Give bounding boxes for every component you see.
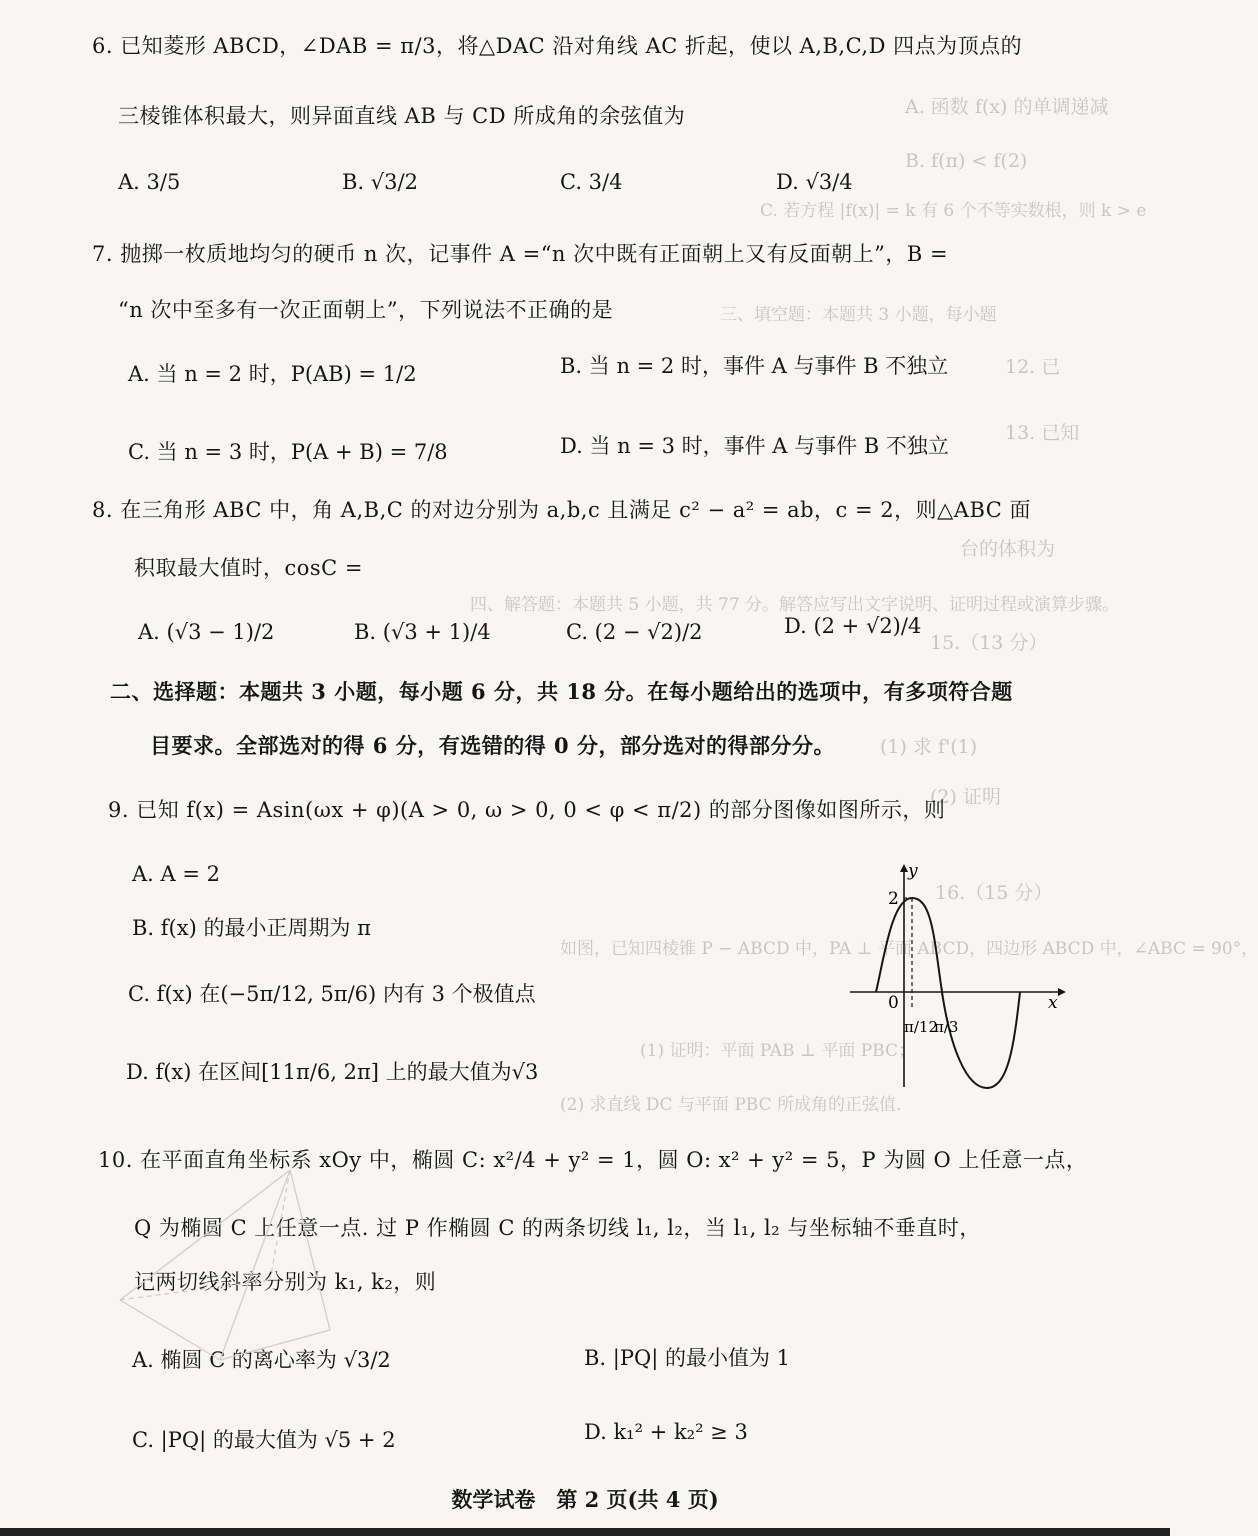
q7-option-b: B. 当 n = 2 时，事件 A 与事件 B 不独立 [560,354,949,378]
bleed-text: 13. 已知 [1005,422,1080,444]
bleed-text: A. 函数 f(x) 的单调递减 [905,96,1109,118]
origin-label: 0 [888,993,899,1013]
q9-option-c: C. f(x) 在(−5π/12, 5π/6) 内有 3 个极值点 [128,982,536,1006]
x-axis-label: x [1048,993,1058,1013]
bleed-text: C. 若方程 |f(x)| = k 有 6 个不等实数根，则 k > e [760,201,1147,221]
q6-stem-line1: 6. 已知菱形 ABCD，∠DAB = π/3，将△DAC 沿对角线 AC 折起，使以 A,B,C,D 四点为顶点的 [92,34,1023,58]
q8-option-a: A. (√3 − 1)/2 [138,620,275,644]
q10-option-a: A. 椭圆 C 的离心率为 √3/2 [132,1348,391,1372]
y-axis-label: y [908,861,918,881]
bleed-text: 三、填空题：本题共 3 小题，每小题 [720,305,997,325]
bleed-text: 15.（13 分） [930,632,1048,654]
q6-stem-line2: 三棱锥体积最大，则异面直线 AB 与 CD 所成角的余弦值为 [118,104,686,128]
q9-option-b: B. f(x) 的最小正周期为 π [132,916,371,940]
q7-option-d: D. 当 n = 3 时，事件 A 与事件 B 不独立 [560,434,949,458]
q10-stem-line2: Q 为椭圆 C 上任意一点. 过 P 作椭圆 C 的两条切线 l₁, l₂，当 l₁, l₂ 与坐标轴不垂直时， [134,1216,981,1240]
bleed-text: 16.（15 分） [935,882,1053,904]
q9-sine-graph [848,862,1068,1102]
tick-label-pi-12: π/12 [904,1018,938,1036]
page-bottom-edge [0,1528,1170,1536]
q9-stem: 9. 已知 f(x) = Asin(ωx + φ)(A > 0, ω > 0, 0 < φ < π/2) 的部分图像如图所示，则 [108,798,946,822]
q7-stem-line1: 7. 抛掷一枚质地均匀的硬币 n 次，记事件 A =“n 次中既有正面朝上又有反面朝上”，B = [92,242,949,266]
q7-option-a: A. 当 n = 2 时，P(AB) = 1/2 [128,362,417,386]
section-2-heading-line1: 二、选择题：本题共 3 小题，每小题 6 分，共 18 分。在每小题给出的选项中，有多项符合题 [110,679,1013,704]
q8-option-d: D. (2 + √2)/4 [784,614,922,638]
q9-option-d: D. f(x) 在区间[11π/6, 2π] 上的最大值为√3 [126,1060,539,1084]
page-footer: 数学试卷 第 2 页(共 4 页) [451,1487,719,1512]
q10-stem-line3: 记两切线斜率分别为 k₁, k₂，则 [134,1270,437,1294]
bleed-text: (2) 证明 [930,786,1001,808]
q10-option-b: B. |PQ| 的最小值为 1 [584,1346,790,1370]
q6-option-c: C. 3/4 [560,170,623,194]
q8-stem-line1: 8. 在三角形 ABC 中，角 A,B,C 的对边分别为 a,b,c 且满足 c² − a² = ab，c = 2，则△ABC 面 [92,498,1032,522]
q8-option-b: B. (√3 + 1)/4 [354,620,491,644]
bleed-text: 12. 已 [1005,356,1061,378]
bleed-text: (1) 证明：平面 PAB ⊥ 平面 PBC； [640,1041,915,1061]
y-axis-arrow [900,864,908,872]
bleed-pyramid-figure [100,1160,360,1400]
q10-option-c: C. |PQ| 的最大值为 √5 + 2 [132,1428,396,1452]
bleed-text: (2) 求直线 DC 与平面 PBC 所成角的正弦值. [560,1095,902,1115]
q9-option-a: A. A = 2 [132,862,220,886]
q10-stem-line1: 10. 在平面直角坐标系 xOy 中，椭圆 C: x²/4 + y² = 1，圆 O: x² + y² = 5，P 为圆 O 上任意一点， [98,1148,1088,1172]
tick-label-pi-3: π/3 [934,1018,959,1036]
peak-value-label: 2 [888,889,899,909]
q6-option-b: B. √3/2 [342,170,418,194]
q8-option-c: C. (2 − √2)/2 [566,620,703,644]
bleed-text: (1) 求 f'(1) [880,736,978,758]
x-axis-arrow [1058,988,1066,996]
q10-option-d: D. k₁² + k₂² ≥ 3 [584,1420,748,1444]
bleed-text: B. f(π) < f(2) [905,150,1028,172]
bleed-text: 如图，已知四棱锥 P − ABCD 中，PA ⊥ 平面 ABCD，四边形 ABCD 中，∠ABC = 90°， [560,939,1258,959]
q7-option-c: C. 当 n = 3 时，P(A + B) = 7/8 [128,440,448,464]
section-2-heading-line2: 目要求。全部选对的得 6 分，有选错的得 0 分，部分选对的得部分分。 [150,733,835,758]
q6-option-d: D. √3/4 [776,170,853,194]
q6-option-a: A. 3/5 [118,170,181,194]
bleed-text: 台的体积为 [960,538,1056,560]
q8-stem-line2: 积取最大值时，cosC = [134,556,364,580]
q7-stem-line2: “n 次中至多有一次正面朝上”，下列说法不正确的是 [118,298,614,322]
bleed-text: 四、解答题：本题共 5 小题，共 77 分。解答应写出文字说明、证明过程或演算步骤。 [470,595,1120,615]
